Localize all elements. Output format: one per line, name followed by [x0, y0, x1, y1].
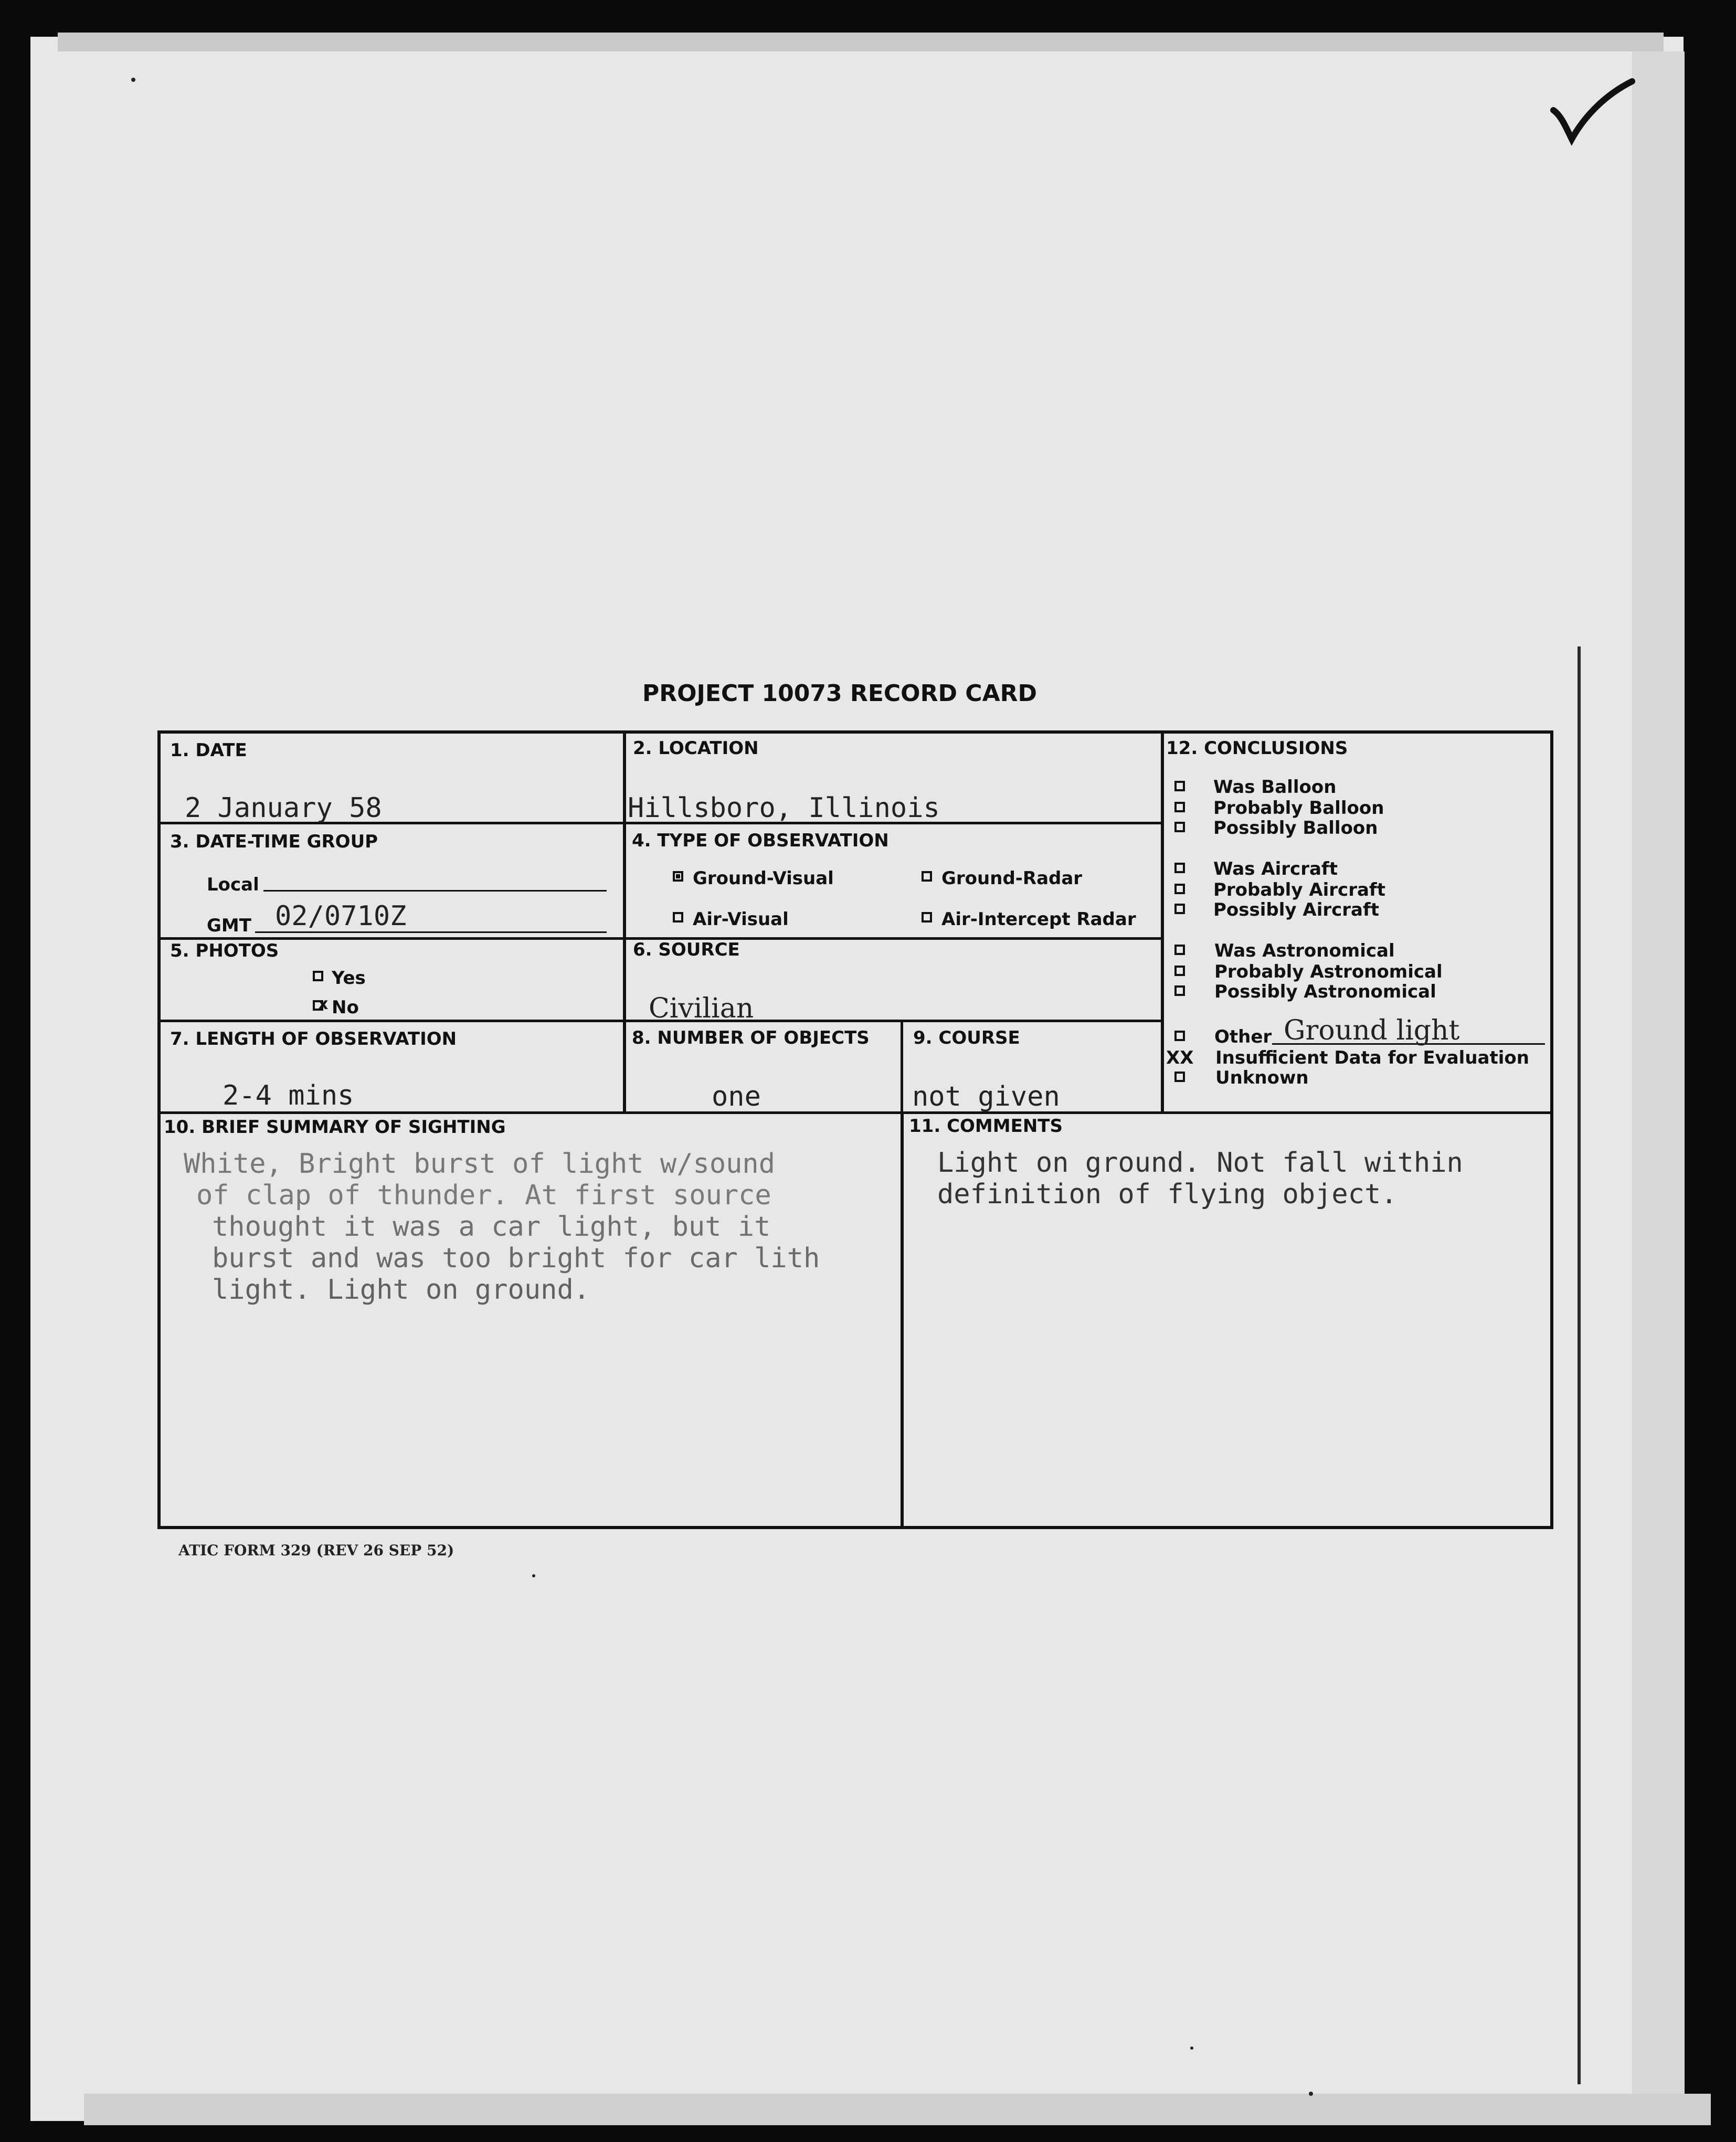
summary-label: 10. BRIEF SUMMARY OF SIGHTING: [164, 1117, 506, 1138]
photos-no-label: No: [332, 997, 359, 1018]
divider: [901, 1020, 903, 1112]
scan-speck: [1309, 2092, 1313, 2096]
checkbox-was-balloon[interactable]: [1174, 781, 1185, 791]
type-label: 4. TYPE OF OBSERVATION: [632, 830, 889, 851]
checkbox-other[interactable]: [1174, 1031, 1185, 1041]
photos-yes-label: Yes: [332, 968, 366, 989]
scan-edge-bottom: [84, 2094, 1711, 2125]
source-label: 6. SOURCE: [633, 939, 740, 960]
local-label: Local: [207, 874, 259, 895]
checkbox-photos-yes[interactable]: [313, 971, 323, 981]
comments-line: Light on ground. Not fall within: [937, 1147, 1463, 1179]
form-footer: ATIC FORM 329 (REV 26 SEP 52): [178, 1542, 454, 1559]
objects-value: one: [712, 1081, 761, 1112]
photos-no-mark: x: [318, 995, 329, 1013]
source-value: Civilian: [649, 993, 754, 1024]
objects-label: 8. NUMBER OF OBJECTS: [632, 1027, 870, 1048]
divider: [901, 1111, 904, 1529]
length-label: 7. LENGTH OF OBSERVATION: [170, 1028, 457, 1049]
option-ground-radar: Ground-Radar: [941, 868, 1083, 889]
scan-speck: [532, 1574, 535, 1577]
conclusion-was-balloon: Was Balloon: [1213, 777, 1337, 798]
checkbox-possibly-balloon[interactable]: [1174, 822, 1185, 832]
option-ground-visual: Ground-Visual: [693, 868, 834, 889]
conclusion-possibly-aircraft: Possibly Aircraft: [1213, 899, 1380, 920]
checkbox-unknown[interactable]: [1174, 1072, 1185, 1082]
divider: [623, 734, 626, 1112]
divider: [161, 1111, 1553, 1114]
date-value: 2 January 58: [185, 792, 382, 824]
conclusion-other-label: Other: [1214, 1026, 1272, 1047]
conclusion-possibly-astronomical: Possibly Astronomical: [1214, 981, 1436, 1002]
option-air-intercept-radar: Air-Intercept Radar: [941, 909, 1136, 930]
checkbox-air-visual[interactable]: [673, 912, 683, 922]
conclusion-unknown: Unknown: [1215, 1067, 1309, 1088]
gmt-value: 02/0710Z: [275, 900, 407, 932]
summary-line: burst and was too bright for car lith: [212, 1243, 820, 1274]
conclusion-probably-aircraft: Probably Aircraft: [1213, 879, 1385, 900]
conclusion-possibly-balloon: Possibly Balloon: [1213, 818, 1378, 839]
conclusion-was-astronomical: Was Astronomical: [1214, 940, 1395, 961]
conclusion-probably-balloon: Probably Balloon: [1213, 798, 1384, 819]
length-value: 2-4 mins: [223, 1080, 354, 1111]
checkbox-was-aircraft[interactable]: [1174, 863, 1185, 873]
checkbox-ground-radar[interactable]: [922, 871, 932, 882]
record-card: [157, 730, 1553, 1529]
summary-line: of clap of thunder. At first source: [196, 1180, 771, 1211]
checkbox-probably-aircraft[interactable]: [1174, 884, 1185, 894]
insufficient-mark: XX: [1166, 1047, 1194, 1068]
divider: [1161, 734, 1164, 1112]
location-label: 2. LOCATION: [633, 738, 759, 759]
handwritten-checkmark-icon: [1548, 73, 1637, 147]
conclusion-insufficient-data: Insufficient Data for Evaluation: [1215, 1047, 1529, 1068]
checkbox-ground-visual[interactable]: [673, 871, 683, 882]
checkbox-possibly-aircraft[interactable]: [1174, 904, 1185, 914]
scan-speck: [1190, 2046, 1193, 2050]
photos-label: 5. PHOTOS: [170, 940, 279, 961]
checkbox-probably-balloon[interactable]: [1174, 802, 1185, 812]
scan-rule-line: [1578, 646, 1581, 2084]
conclusion-was-aircraft: Was Aircraft: [1213, 858, 1338, 879]
conclusion-probably-astronomical: Probably Astronomical: [1214, 961, 1443, 982]
local-underline: [263, 890, 607, 892]
conclusion-other-value: Ground light: [1284, 1015, 1460, 1046]
course-value: not given: [912, 1081, 1060, 1112]
comments-label: 11. COMMENTS: [909, 1116, 1063, 1137]
conclusions-label: 12. CONCLUSIONS: [1166, 738, 1348, 759]
checkbox-possibly-astronomical[interactable]: [1174, 985, 1185, 996]
scan-edge-right: [1632, 51, 1685, 2119]
course-label: 9. COURSE: [913, 1027, 1020, 1048]
summary-line: White, Bright burst of light w/sound: [184, 1148, 776, 1180]
dtg-label: 3. DATE-TIME GROUP: [170, 831, 378, 852]
checkbox-was-astronomical[interactable]: [1174, 945, 1185, 955]
gmt-label: GMT: [207, 915, 251, 936]
date-label: 1. DATE: [170, 740, 247, 761]
summary-line: light. Light on ground.: [212, 1274, 590, 1306]
checkbox-air-intercept-radar[interactable]: [922, 912, 932, 922]
card-title: PROJECT 10073 RECORD CARD: [642, 680, 1038, 707]
scan-speck: [131, 78, 135, 82]
comments-line: definition of flying object.: [937, 1179, 1398, 1210]
location-value: Hillsboro, Illinois: [628, 792, 940, 824]
scan-edge-top: [58, 33, 1664, 51]
checkbox-probably-astronomical[interactable]: [1174, 966, 1185, 976]
summary-line: thought it was a car light, but it: [212, 1211, 771, 1243]
option-air-visual: Air-Visual: [693, 909, 789, 930]
